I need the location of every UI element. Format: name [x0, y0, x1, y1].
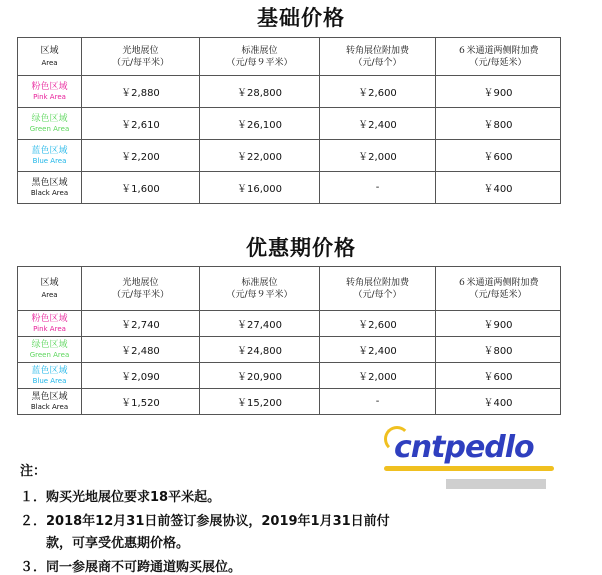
column-header-label: 区域	[40, 45, 59, 56]
price-cell: ￥24,800	[200, 337, 320, 363]
price-cell: ￥400	[436, 389, 561, 415]
price-cell: ￥2,000	[320, 363, 436, 389]
column-header-label: 转角展位附加费	[345, 277, 409, 288]
logo-text: cntpedlo	[394, 430, 534, 465]
note-item-1: １．购买光地展位要求18平米起。	[20, 490, 221, 505]
header-row	[18, 38, 561, 76]
area-name-en: Black Area	[30, 402, 69, 411]
price-cell: ￥800	[436, 337, 561, 363]
price-cell: ￥800	[436, 108, 561, 140]
area-cell	[18, 140, 82, 172]
note-item-2: ２．2018年12月31日前签订参展协议，2019年1月31日前付	[20, 514, 390, 529]
area-cell	[18, 172, 82, 204]
area-name-en: Pink Area	[33, 324, 66, 333]
column-header-unit: （元/每个）	[353, 289, 402, 300]
price-cell: ￥2,480	[82, 337, 200, 363]
price-cell: ￥2,880	[82, 76, 200, 108]
note-item-3: ３．同一参展商不可跨通道购买展位。	[20, 560, 242, 575]
price-cell: ￥20,900	[200, 363, 320, 389]
column-header-unit: （元/每９平米）	[226, 289, 293, 300]
column-header-label: 光地展位	[122, 277, 159, 288]
price-cell: ￥900	[436, 311, 561, 337]
base-price-table-body	[18, 38, 561, 204]
column-header	[82, 267, 200, 311]
area-name: 蓝色区域	[31, 145, 68, 156]
area-name-en: Blue Area	[32, 376, 67, 385]
column-header	[320, 38, 436, 76]
column-header-unit: Area	[41, 58, 58, 67]
area-cell	[18, 337, 82, 363]
base-price-title: 基础价格	[257, 6, 345, 30]
column-header-label: 标准展位	[241, 45, 278, 56]
column-header-label: ６米通道两侧附加费	[457, 45, 539, 56]
column-header	[436, 267, 561, 311]
price-cell: ￥2,400	[320, 337, 436, 363]
watermark-logo	[384, 420, 564, 490]
price-cell: ￥27,400	[200, 311, 320, 337]
area-name: 蓝色区域	[31, 365, 68, 376]
price-cell: ￥16,000	[200, 172, 320, 204]
price-cell: ￥2,740	[82, 311, 200, 337]
area-name-en: Green Area	[29, 124, 70, 133]
area-name-en: Blue Area	[32, 156, 67, 165]
price-cell: ￥28,800	[200, 76, 320, 108]
column-header	[436, 38, 561, 76]
price-cell: ￥2,200	[82, 140, 200, 172]
area-name: 绿色区域	[31, 113, 68, 124]
area-cell	[18, 76, 82, 108]
price-cell: ￥600	[436, 363, 561, 389]
base-price-table	[17, 37, 561, 204]
area-name: 绿色区域	[31, 339, 68, 350]
table-row	[18, 76, 561, 108]
price-cell: ￥2,600	[320, 76, 436, 108]
column-header-label: 标准展位	[241, 277, 278, 288]
area-name-en: Pink Area	[33, 92, 66, 101]
price-cell: ￥22,000	[200, 140, 320, 172]
promo-price-table	[17, 266, 561, 415]
area-name: 黑色区域	[31, 391, 68, 402]
area-cell	[18, 363, 82, 389]
column-header	[320, 267, 436, 311]
price-cell: ￥900	[436, 76, 561, 108]
price-cell: ￥1,600	[82, 172, 200, 204]
column-header-unit: （元/每延米）	[469, 289, 527, 300]
table-row	[18, 389, 561, 415]
column-header	[18, 267, 82, 311]
table-row	[18, 172, 561, 204]
column-header-unit: （元/每平米）	[111, 289, 170, 300]
note-item-2-continued: 款，可享受优惠期价格。	[20, 536, 190, 551]
promo-price-table-body	[18, 267, 561, 415]
column-header-label: 光地展位	[122, 45, 159, 56]
column-header	[82, 38, 200, 76]
table-row	[18, 108, 561, 140]
table-row	[18, 363, 561, 389]
price-cell: ￥26,100	[200, 108, 320, 140]
price-cell: ￥1,520	[82, 389, 200, 415]
area-name: 粉色区域	[31, 313, 68, 324]
notes-heading: 注：	[20, 464, 47, 479]
column-header	[200, 38, 320, 76]
price-cell: -	[320, 172, 436, 204]
area-cell	[18, 108, 82, 140]
table-row	[18, 140, 561, 172]
column-header-unit: （元/每９平米）	[226, 57, 293, 68]
area-name: 黑色区域	[31, 177, 68, 188]
price-cell: ￥2,090	[82, 363, 200, 389]
area-name-en: Green Area	[29, 350, 70, 359]
logo-underline	[384, 466, 554, 471]
column-header-unit: Area	[41, 290, 58, 299]
promo-price-title: 优惠期价格	[246, 236, 356, 260]
area-cell	[18, 311, 82, 337]
header-row	[18, 267, 561, 311]
column-header-label: ６米通道两侧附加费	[457, 277, 539, 288]
column-header	[18, 38, 82, 76]
table-row	[18, 337, 561, 363]
area-name-en: Black Area	[30, 188, 69, 197]
column-header	[200, 267, 320, 311]
price-cell: ￥2,600	[320, 311, 436, 337]
logo-subtitle-blur	[446, 479, 546, 489]
price-cell: ￥600	[436, 140, 561, 172]
price-cell: ￥2,400	[320, 108, 436, 140]
price-cell: ￥15,200	[200, 389, 320, 415]
column-header-label: 区域	[40, 277, 59, 288]
price-cell: ￥2,000	[320, 140, 436, 172]
column-header-unit: （元/每个）	[353, 57, 402, 68]
price-cell: -	[320, 389, 436, 415]
column-header-label: 转角展位附加费	[345, 45, 409, 56]
area-cell	[18, 389, 82, 415]
column-header-unit: （元/每延米）	[469, 57, 527, 68]
area-name: 粉色区域	[31, 81, 68, 92]
table-row	[18, 311, 561, 337]
column-header-unit: （元/每平米）	[111, 57, 170, 68]
price-cell: ￥400	[436, 172, 561, 204]
price-cell: ￥2,610	[82, 108, 200, 140]
